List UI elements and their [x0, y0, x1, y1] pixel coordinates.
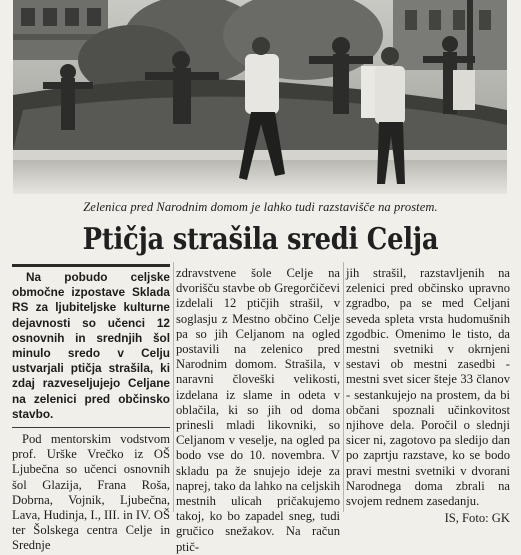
article-lead: Na pobudo celjske območne izpostave Sklada RS za ljubiteljske kulturne dejavnosti so učenci 12 osnovnih in srednjih šol minulo sredo v Celju ustvarjali ptičja strašila, ki zdaj razveseljujejo Celjane na zelenici pred občinsko stavbo. [12, 270, 170, 421]
news-photo [13, 0, 507, 194]
column-3-body [346, 266, 510, 509]
column-1-body [12, 432, 170, 554]
column-1-text: Pod mentorskim vodstvom prof. Urške Vrečko iz OŠ Ljubečna so učenci osnovnih šol Glazija, Frana Roša, Dobrna, Vojnik, Ljubečna, Lava, Hudinja, I., III. in IV. OŠ ter Šolskega centra Celje in Srednje [12, 432, 170, 553]
article-column-3 [346, 266, 510, 526]
column-2-body [176, 266, 340, 555]
column-separator-2 [343, 262, 344, 512]
article-headline: Ptičja strašila sredi Celja [82, 222, 439, 257]
article-column-2 [176, 266, 340, 555]
scarecrows-photo-illustration [13, 0, 507, 194]
article-column-1 [12, 266, 170, 554]
column-2-text: zdravstvene šole Celje na dvorišču stavbe ob Gregorčičevi izdelali 12 ptičjih strašil, v soglasju z Mestno občino Celje pa so jih Celjanom na ogled postavili na zelenico pred Narodnim domom. Strašila, v naravni človeški velikosti, izdelana iz slame in odeta v oblačila, ki so jih od doma prinesli mladi likovniki, so Celjanom v veselje, na ogled pa bodo vse do 10. novembra. V skladu pa že snujejo ideje za naprej, tako da lahko na celjskih mestnih ulicah pričakujemo takoj, ko bo zapadel sneg, tudi gručico snežakov. Na račun ptič- [176, 266, 340, 554]
photo-caption: Zelenica pred Narodnim domom je lahko tudi razstavišče na prostem. [83, 200, 438, 214]
column-3-text: jih strašil, razstavljenih na zelenici pred občinsko upravno zgradbo, pa se med Celjani seveda spleta vrsta hudomušnih zgodbic. Omenimo le tisto, da mestni svetniki v okrnjeni sestavi ob mestni zasedbi - mestni svet sicer šteje 33 članov - sestankujejo na prostem, da bi občani spoznali učinkovitost njihove dela. Poročil o slednji sicer ni, zagotovo pa sledijo dan po zaprtju razstave, ko se bodo pravi mestni svetniki v dvorani Narodnega doma zbrali na svojem rednem zasedanju. [346, 266, 510, 509]
column-separator-1 [173, 262, 174, 512]
article-signature: IS, Foto: GK [444, 511, 510, 526]
lead-divider [12, 427, 170, 428]
